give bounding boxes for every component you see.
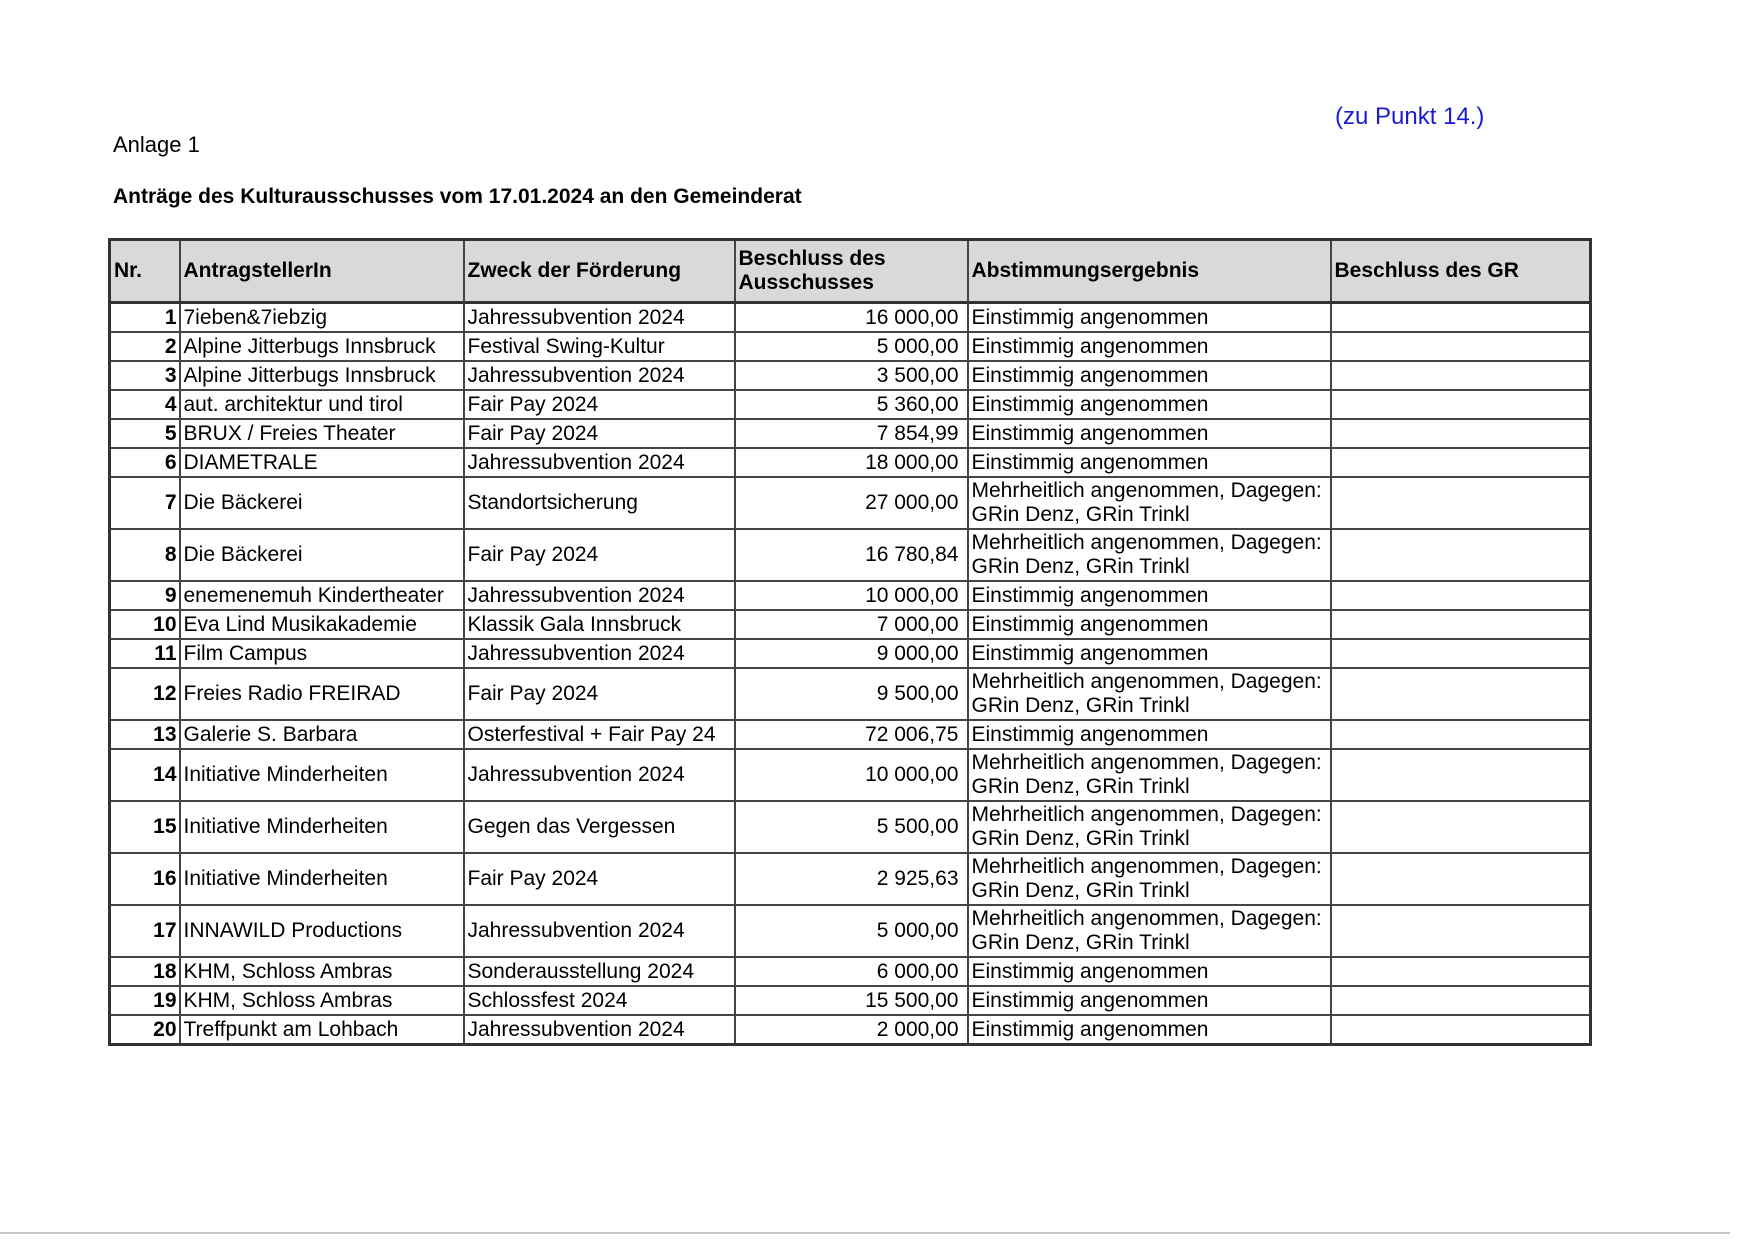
cell-applicant: Initiative Minderheiten xyxy=(180,749,464,801)
cell-purpose: Jahressubvention 2024 xyxy=(464,303,735,333)
cell-applicant: Alpine Jitterbugs Innsbruck xyxy=(180,361,464,390)
cell-nr: 4 xyxy=(110,390,180,419)
column-header-committee-decision: Beschluss des Ausschusses xyxy=(735,240,968,303)
cell-council-decision xyxy=(1331,668,1591,720)
cell-council-decision xyxy=(1331,639,1591,668)
table-row xyxy=(110,448,1591,477)
cell-council-decision xyxy=(1331,853,1591,905)
cell-purpose: Jahressubvention 2024 xyxy=(464,448,735,477)
cell-applicant: Die Bäckerei xyxy=(180,529,464,581)
cell-council-decision xyxy=(1331,610,1591,639)
cell-nr: 8 xyxy=(110,529,180,581)
cell-result: Einstimmig angenommen xyxy=(968,957,1331,986)
cell-nr: 7 xyxy=(110,477,180,529)
cell-amount: 6 000,00 xyxy=(735,957,968,986)
cell-amount: 2 925,63 xyxy=(735,853,968,905)
applications-table xyxy=(108,238,1592,1046)
cell-amount: 5 500,00 xyxy=(735,801,968,853)
cell-purpose: Jahressubvention 2024 xyxy=(464,1015,735,1045)
cell-council-decision xyxy=(1331,390,1591,419)
cell-applicant: Freies Radio FREIRAD xyxy=(180,668,464,720)
table-row xyxy=(110,720,1591,749)
cell-amount: 27 000,00 xyxy=(735,477,968,529)
cell-result: Einstimmig angenommen xyxy=(968,448,1331,477)
cell-purpose: Festival Swing-Kultur xyxy=(464,332,735,361)
cell-nr: 15 xyxy=(110,801,180,853)
cell-nr: 10 xyxy=(110,610,180,639)
cell-council-decision xyxy=(1331,1015,1591,1045)
page-edge-line xyxy=(0,1232,1730,1234)
cell-result: Einstimmig angenommen xyxy=(968,419,1331,448)
cell-amount: 15 500,00 xyxy=(735,986,968,1015)
cell-amount: 5 360,00 xyxy=(735,390,968,419)
cell-result: Einstimmig angenommen xyxy=(968,361,1331,390)
cell-purpose: Fair Pay 2024 xyxy=(464,529,735,581)
cell-purpose: Fair Pay 2024 xyxy=(464,668,735,720)
cell-nr: 11 xyxy=(110,639,180,668)
cell-nr: 18 xyxy=(110,957,180,986)
cell-result: Mehrheitlich angenommen, Dagegen: GRin Denz, GRin Trinkl xyxy=(968,905,1331,957)
column-header-nr: Nr. xyxy=(110,240,180,303)
cell-applicant: DIAMETRALE xyxy=(180,448,464,477)
cell-nr: 5 xyxy=(110,419,180,448)
cell-applicant: KHM, Schloss Ambras xyxy=(180,986,464,1015)
agenda-reference: (zu Punkt 14.) xyxy=(1335,103,1485,130)
cell-result: Einstimmig angenommen xyxy=(968,639,1331,668)
cell-council-decision xyxy=(1331,749,1591,801)
cell-result: Einstimmig angenommen xyxy=(968,1015,1331,1045)
table-row xyxy=(110,332,1591,361)
cell-nr: 9 xyxy=(110,581,180,610)
cell-council-decision xyxy=(1331,581,1591,610)
cell-nr: 2 xyxy=(110,332,180,361)
cell-purpose: Standortsicherung xyxy=(464,477,735,529)
cell-applicant: INNAWILD Productions xyxy=(180,905,464,957)
cell-amount: 10 000,00 xyxy=(735,749,968,801)
cell-amount: 2 000,00 xyxy=(735,1015,968,1045)
table-header xyxy=(110,240,1591,303)
cell-council-decision xyxy=(1331,477,1591,529)
cell-amount: 5 000,00 xyxy=(735,332,968,361)
cell-applicant: Die Bäckerei xyxy=(180,477,464,529)
cell-nr: 16 xyxy=(110,853,180,905)
cell-council-decision xyxy=(1331,303,1591,333)
cell-purpose: Gegen das Vergessen xyxy=(464,801,735,853)
cell-applicant: Initiative Minderheiten xyxy=(180,801,464,853)
cell-nr: 14 xyxy=(110,749,180,801)
table-row xyxy=(110,361,1591,390)
cell-applicant: KHM, Schloss Ambras xyxy=(180,957,464,986)
cell-result: Einstimmig angenommen xyxy=(968,332,1331,361)
table-row xyxy=(110,905,1591,957)
cell-applicant: aut. architektur und tirol xyxy=(180,390,464,419)
cell-purpose: Jahressubvention 2024 xyxy=(464,905,735,957)
cell-nr: 12 xyxy=(110,668,180,720)
cell-result: Mehrheitlich angenommen, Dagegen: GRin Denz, GRin Trinkl xyxy=(968,529,1331,581)
cell-council-decision xyxy=(1331,361,1591,390)
cell-amount: 72 006,75 xyxy=(735,720,968,749)
cell-council-decision xyxy=(1331,448,1591,477)
cell-purpose: Klassik Gala Innsbruck xyxy=(464,610,735,639)
cell-amount: 5 000,00 xyxy=(735,905,968,957)
cell-council-decision xyxy=(1331,529,1591,581)
cell-result: Mehrheitlich angenommen, Dagegen: GRin Denz, GRin Trinkl xyxy=(968,668,1331,720)
cell-nr: 20 xyxy=(110,1015,180,1045)
table-row xyxy=(110,529,1591,581)
cell-amount: 9 500,00 xyxy=(735,668,968,720)
cell-nr: 19 xyxy=(110,986,180,1015)
cell-purpose: Osterfestival + Fair Pay 24 xyxy=(464,720,735,749)
table-row xyxy=(110,801,1591,853)
cell-applicant: 7ieben&7iebzig xyxy=(180,303,464,333)
cell-applicant: Eva Lind Musikakademie xyxy=(180,610,464,639)
cell-amount: 18 000,00 xyxy=(735,448,968,477)
cell-applicant: Galerie S. Barbara xyxy=(180,720,464,749)
cell-council-decision xyxy=(1331,720,1591,749)
cell-amount: 3 500,00 xyxy=(735,361,968,390)
document-title: Anträge des Kulturausschusses vom 17.01.2024 an den Gemeinderat xyxy=(113,185,802,208)
table-row xyxy=(110,853,1591,905)
column-header-vote-result: Abstimmungsergebnis xyxy=(968,240,1331,303)
cell-applicant: Initiative Minderheiten xyxy=(180,853,464,905)
cell-nr: 17 xyxy=(110,905,180,957)
cell-council-decision xyxy=(1331,986,1591,1015)
cell-result: Einstimmig angenommen xyxy=(968,986,1331,1015)
column-header-council-decision: Beschluss des GR xyxy=(1331,240,1591,303)
table-row xyxy=(110,986,1591,1015)
table-row xyxy=(110,749,1591,801)
cell-result: Mehrheitlich angenommen, Dagegen: GRin Denz, GRin Trinkl xyxy=(968,801,1331,853)
cell-amount: 16 780,84 xyxy=(735,529,968,581)
table-row xyxy=(110,668,1591,720)
cell-applicant: Film Campus xyxy=(180,639,464,668)
table-row xyxy=(110,639,1591,668)
cell-result: Mehrheitlich angenommen, Dagegen: GRin Denz, GRin Trinkl xyxy=(968,853,1331,905)
cell-result: Einstimmig angenommen xyxy=(968,610,1331,639)
cell-amount: 7 854,99 xyxy=(735,419,968,448)
column-header-purpose: Zweck der Förderung xyxy=(464,240,735,303)
cell-purpose: Jahressubvention 2024 xyxy=(464,581,735,610)
cell-result: Mehrheitlich angenommen, Dagegen: GRin Denz, GRin Trinkl xyxy=(968,477,1331,529)
cell-amount: 7 000,00 xyxy=(735,610,968,639)
table-row xyxy=(110,419,1591,448)
column-header-applicant: AntragstellerIn xyxy=(180,240,464,303)
cell-nr: 1 xyxy=(110,303,180,333)
cell-purpose: Jahressubvention 2024 xyxy=(464,749,735,801)
cell-council-decision xyxy=(1331,905,1591,957)
cell-purpose: Jahressubvention 2024 xyxy=(464,639,735,668)
cell-purpose: Jahressubvention 2024 xyxy=(464,361,735,390)
table-row xyxy=(110,477,1591,529)
cell-result: Einstimmig angenommen xyxy=(968,720,1331,749)
cell-council-decision xyxy=(1331,957,1591,986)
table-row xyxy=(110,390,1591,419)
table-row xyxy=(110,1015,1591,1045)
cell-council-decision xyxy=(1331,419,1591,448)
annex-label: Anlage 1 xyxy=(113,132,200,157)
cell-applicant: BRUX / Freies Theater xyxy=(180,419,464,448)
cell-applicant: Treffpunkt am Lohbach xyxy=(180,1015,464,1045)
table-row xyxy=(110,610,1591,639)
cell-purpose: Fair Pay 2024 xyxy=(464,419,735,448)
cell-nr: 6 xyxy=(110,448,180,477)
cell-amount: 16 000,00 xyxy=(735,303,968,333)
cell-result: Mehrheitlich angenommen, Dagegen: GRin Denz, GRin Trinkl xyxy=(968,749,1331,801)
cell-nr: 13 xyxy=(110,720,180,749)
cell-amount: 9 000,00 xyxy=(735,639,968,668)
cell-nr: 3 xyxy=(110,361,180,390)
header-row xyxy=(110,240,1591,303)
cell-result: Einstimmig angenommen xyxy=(968,303,1331,333)
cell-applicant: Alpine Jitterbugs Innsbruck xyxy=(180,332,464,361)
table-row xyxy=(110,957,1591,986)
cell-applicant: enemenemuh Kindertheater xyxy=(180,581,464,610)
cell-amount: 10 000,00 xyxy=(735,581,968,610)
table-row xyxy=(110,581,1591,610)
cell-purpose: Sonderausstellung 2024 xyxy=(464,957,735,986)
table-row xyxy=(110,303,1591,333)
cell-purpose: Fair Pay 2024 xyxy=(464,853,735,905)
cell-result: Einstimmig angenommen xyxy=(968,581,1331,610)
cell-council-decision xyxy=(1331,332,1591,361)
table-body xyxy=(110,303,1591,1045)
cell-purpose: Schlossfest 2024 xyxy=(464,986,735,1015)
cell-purpose: Fair Pay 2024 xyxy=(464,390,735,419)
cell-result: Einstimmig angenommen xyxy=(968,390,1331,419)
cell-council-decision xyxy=(1331,801,1591,853)
